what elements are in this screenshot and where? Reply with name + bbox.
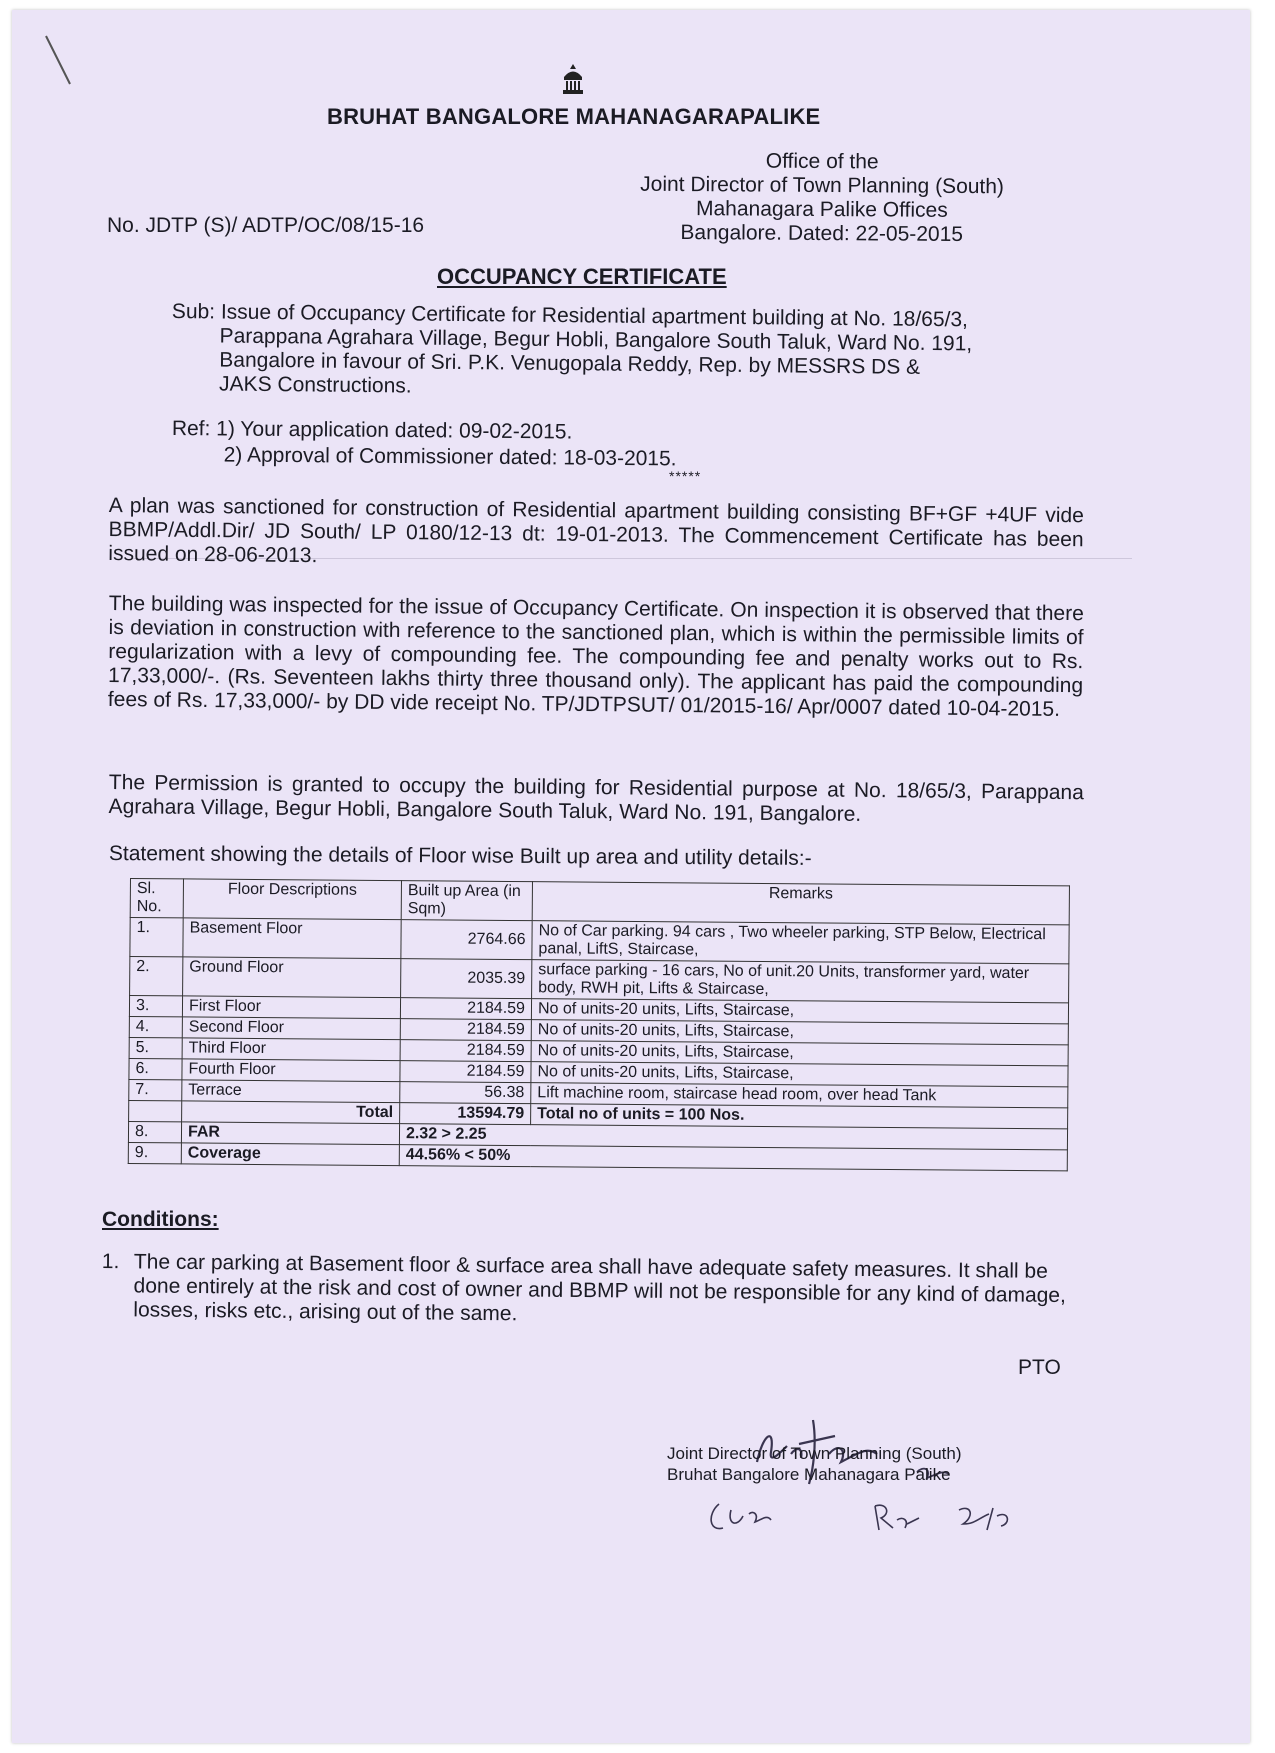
conditions-heading: Conditions:: [102, 1208, 219, 1231]
col-header-remarks: Remarks: [532, 882, 1069, 925]
reference-1: Ref: 1) Your application dated: 09-02-2015.: [171, 416, 573, 444]
cell-floor: Terrace: [182, 1080, 400, 1103]
cell-coverage-value: 44.56% < 50%: [399, 1145, 1067, 1171]
cell-remarks: No of units-20 units, Lifts, Staircase,: [531, 999, 1068, 1024]
office-line-2: Joint Director of Town Planning (South): [640, 172, 1005, 199]
cell-total-remarks: Total no of units = 100 Nos.: [531, 1104, 1068, 1129]
cell-remarks: No of units-20 units, Lifts, Staircase,: [531, 1062, 1068, 1087]
col-header-slno: Sl. No.: [130, 879, 183, 918]
cell-area: 2184.59: [400, 1019, 531, 1041]
cell-floor: Ground Floor: [183, 957, 401, 998]
separator: *****: [669, 468, 702, 484]
cell-far-value: 2.32 > 2.25: [399, 1124, 1067, 1150]
cell-floor: Third Floor: [182, 1038, 400, 1061]
signatory-block: [667, 1443, 962, 1485]
subject-line-1: Sub: Issue of Occupancy Certificate for Residential apartment building at No. 18/65/3,: [171, 300, 969, 332]
cell-remarks: No of units-20 units, Lifts, Staircase,: [531, 1020, 1068, 1045]
floor-area-table: [128, 878, 1070, 1171]
cell-slno: 5.: [129, 1037, 182, 1058]
cell-area: 2035.39: [401, 959, 532, 999]
cell-area: 56.38: [400, 1082, 531, 1104]
cell-remarks: surface parking - 16 cars, No of unit.20 Units, transformer yard, water body, RWH pit, Lifts & Staircase,: [532, 960, 1069, 1003]
signatory-organization: Bruhat Bangalore Mahanagara Palike: [667, 1465, 951, 1484]
document-title: OCCUPANCY CERTIFICATE: [437, 264, 727, 289]
paragraph-plan-sanctioned: A plan was sanctioned for construction of Residential apartment building consisting BF+GF +4UF vide BBMP/Addl.Dir/ JD South/ LP 0180/12-13 dt: 19-01-2013. The Commencement Certificate has been issued on 28-06-2013.: [108, 494, 1084, 568]
cell-slno: 4.: [129, 1016, 182, 1037]
col-header-floor: Floor Descriptions: [183, 879, 401, 920]
paragraph-permission: The Permission is granted to occupy the building for Residential purpose at No. 18/65/3, Parappana Agrahara Village, Begur Hobli, Bangalore South Taluk, Ward No. 191, Bangalore.: [108, 771, 1084, 826]
reference-2: 2) Approval of Commissioner dated: 18-03-2015.: [223, 443, 677, 471]
cell-slno: 7.: [129, 1079, 182, 1100]
references: [172, 416, 677, 472]
signatory-designation: Joint Director of Town Planning (South): [667, 1444, 962, 1463]
cell-far-label: FAR: [181, 1122, 399, 1145]
condition-item: [101, 1250, 1087, 1332]
cell-total-area: 13594.79: [400, 1103, 531, 1125]
bbmp-emblem-icon: [560, 63, 586, 95]
col-header-area: Built up Area (in Sqm): [401, 881, 532, 921]
cell-slno: 2.: [130, 957, 183, 996]
reference-number: No. JDTP (S)/ ADTP/OC/08/15-16: [107, 214, 425, 237]
organization-title: BRUHAT BANGALORE MAHANAGARAPALIKE: [327, 104, 821, 129]
cell-floor: Second Floor: [182, 1017, 400, 1040]
cell-remarks: No of units-20 units, Lifts, Staircase,: [531, 1041, 1068, 1066]
subject-line-4: JAKS Constructions.: [219, 372, 412, 398]
cell-remarks: No of Car parking. 94 cars , Two wheeler parking, STP Below, Electrical panal, LiftS, Staircase,: [532, 921, 1069, 964]
cell-total-label: Total: [182, 1101, 400, 1124]
cell-empty: [129, 1100, 182, 1121]
cell-floor: Basement Floor: [183, 918, 401, 959]
cell-floor: Fourth Floor: [182, 1059, 400, 1082]
cell-slno: 9.: [128, 1142, 181, 1163]
cell-remarks: Lift machine room, staircase head room, over head Tank: [531, 1083, 1068, 1108]
pen-mark: [42, 32, 82, 92]
cell-slno: 6.: [129, 1058, 182, 1079]
initials-image: [697, 1480, 1057, 1550]
cell-area: 2764.66: [401, 920, 532, 960]
cell-coverage-label: Coverage: [181, 1143, 399, 1166]
cell-slno: 8.: [128, 1121, 181, 1142]
cell-area: 2184.59: [400, 1040, 531, 1062]
cell-slno: 3.: [129, 996, 182, 1017]
condition-number: 1.: [101, 1250, 120, 1274]
office-line-3: Mahanagara Palike Offices: [695, 197, 948, 222]
office-line-4: Bangalore. Dated: 22-05-2015: [680, 221, 964, 246]
subject: [171, 300, 1112, 406]
cell-area: 2184.59: [400, 1061, 531, 1083]
document-page: [12, 10, 1250, 1743]
pto-marker: PTO: [1018, 1356, 1061, 1379]
office-line-1: Office of the: [765, 149, 879, 174]
cell-area: 2184.59: [400, 998, 531, 1020]
cell-slno: 1.: [130, 918, 183, 957]
paragraph-inspection: The building was inspected for the issue of Occupancy Certificate. On inspection it is observed that there is deviation in construction with reference to the sanctioned plan, which is within the permissible limits of regularization with a levy of compounding fee. The compounding fee and penalty works out to Rs. 17,33,000/-. (Rs. Seventeen lakhs thirty three thousand only). The applicant has paid the compounding fees of Rs. 17,33,000/- by DD vide receipt No. TP/JDTPSUT/ 01/2015-16/ Apr/0007 dated 10-04-2015.: [107, 592, 1084, 721]
condition-text: The car parking at Basement floor & surface area shall have adequate safety measures. It shall be done entirely at the risk and cost of owner and BBMP will not be responsible for any kind of damage, losses, risks etc., arising out of the same.: [133, 1250, 1067, 1326]
subject-line-3: Bangalore in favour of Sri. P.K. Venugopala Reddy, Rep. by MESSRS DS &: [219, 348, 921, 379]
cell-floor: First Floor: [182, 996, 400, 1019]
table-caption: Statement showing the details of Floor wise Built up area and utility details:-: [108, 842, 812, 870]
subject-line-2: Parappana Agrahara Village, Begur Hobli, Bangalore South Taluk, Ward No. 191,: [219, 324, 973, 356]
office-address: [612, 149, 1033, 248]
